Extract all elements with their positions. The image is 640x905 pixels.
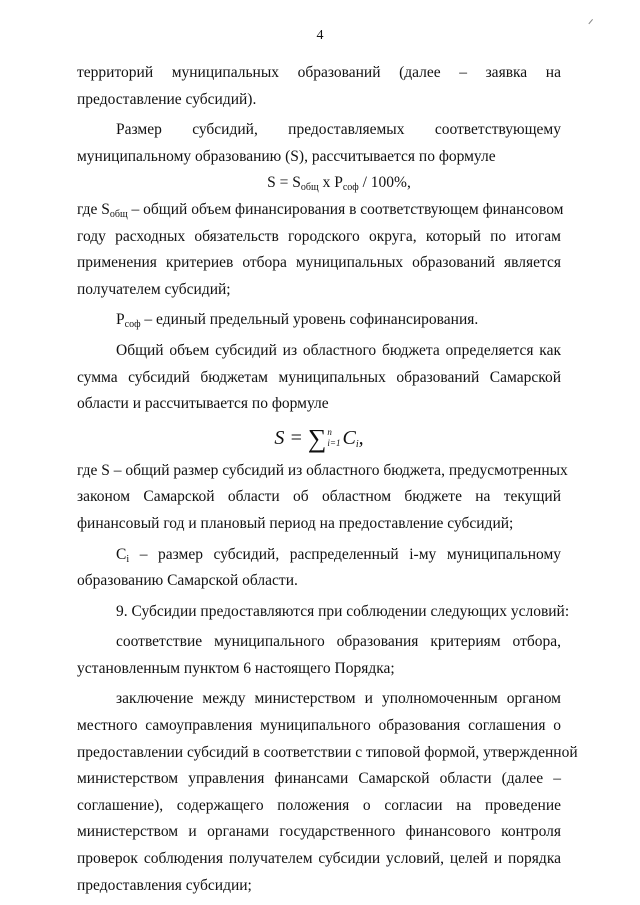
word: – (459, 64, 467, 81)
formula-s: $S = S_{общ}$ x $P_{соф} / 100\%$, (267, 174, 411, 194)
word: муниципальных (171, 64, 279, 81)
paragraph-line: муниципальному образованию (S), рассчитывается по формуле (77, 147, 496, 165)
paragraph-line: министерством и органами государственного финансового контроля (77, 823, 561, 841)
document-body (77, 60, 578, 899)
paragraph-line: финансовый год и плановый период на предоставление субсидий; (77, 514, 514, 532)
word: предоставляемых (288, 121, 405, 139)
paragraph-line: соглашение), содержащего положения о согласии на проведение (77, 796, 561, 814)
paragraph-line: году расходных обязательств городского округа, который по итогам (77, 227, 561, 245)
paragraph-line: соответствие муниципального образования критериям отбора, (116, 633, 561, 651)
sum-symbol: ∑ (307, 423, 327, 453)
paragraph-line: сумма субсидий бюджетам муниципальных образований Самарской (77, 368, 561, 386)
paragraph-line: предоставление субсидий). (77, 90, 257, 108)
paragraph-line: где $S_{общ}$ – общий объем финансирования в соответствующем финансовом (77, 200, 564, 220)
word: (далее (399, 64, 441, 81)
paragraph-line: предоставления субсидии; (77, 876, 252, 894)
page-number: 4 (316, 28, 324, 43)
paragraph-line: установленным пунктом 6 настоящего Порядка; (77, 659, 395, 677)
word: соответствующему (434, 121, 561, 139)
word: территорий (77, 64, 154, 81)
paragraph-line: местного самоуправления муниципального образования соглашения о (77, 717, 561, 735)
paragraph-line: применения критериев отбора муниципальных образований является (77, 254, 561, 272)
word: образований (297, 64, 381, 81)
paragraph-line: получателем субсидий; (77, 280, 231, 298)
paragraph-line: $P_{соф}$ – единый предельный уровень софинансирования. (116, 311, 479, 331)
paragraph-line: где S – общий размер субсидий из областного бюджета, предусмотренных (77, 461, 568, 479)
paragraph-line: министерством управления финансами Самарской области (далее – (77, 770, 561, 788)
paragraph-line: законом Самарской области об областном бюджете на текущий (77, 488, 561, 506)
word: Размер (116, 121, 162, 139)
paragraph-line: 9. Субсидии предоставляются при соблюдении следующих условий: (116, 602, 570, 620)
word: субсидий, (192, 121, 258, 139)
paragraph-line: проверок соблюдения получателем субсидии условий, целей и порядка (77, 850, 561, 868)
paragraph-line (77, 117, 561, 144)
word: заявка (485, 64, 528, 81)
paragraph-line: образованию Самарской области. (77, 572, 298, 590)
sum-limits: n i=1 (327, 427, 341, 449)
paragraph-line: $C_i$ – размер субсидий, распределенный i-му муниципальному (116, 545, 561, 565)
word: на (545, 64, 561, 81)
paragraph-line: предоставлении субсидий в соответствии с типовой формой, утвержденной (77, 743, 578, 761)
formula-sum: S = ∑ n i=1 $C_i$, (274, 423, 364, 453)
scan-artifact (588, 19, 597, 28)
paragraph-line: области и рассчитывается по формуле (77, 395, 329, 413)
paragraph-line (77, 60, 561, 87)
paragraph-line: Общий объем субсидий из областного бюджета определяется как (116, 341, 561, 359)
paragraph-line: заключение между министерством и уполномоченным органом (116, 690, 561, 708)
